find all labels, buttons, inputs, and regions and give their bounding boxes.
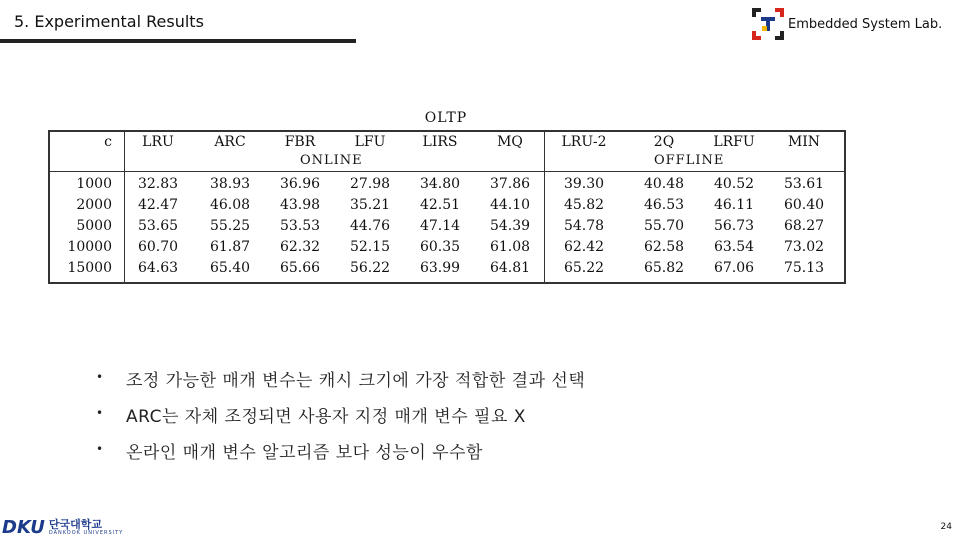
bullet-dot-icon: • — [96, 442, 104, 456]
hit-ratio-cell: 54.39 — [489, 218, 531, 234]
column-header: 2Q — [653, 134, 675, 150]
table-row — [50, 258, 844, 278]
hit-ratio-cell: 44.76 — [349, 218, 391, 234]
hit-ratio-cell: 65.82 — [643, 260, 685, 276]
hit-ratio-cell: 42.47 — [137, 197, 179, 213]
header-divider — [50, 171, 844, 172]
hit-ratio-cell: 75.13 — [783, 260, 825, 276]
title-underline — [0, 39, 356, 43]
cache-size-cell: 15000 — [67, 260, 112, 276]
table-row — [50, 237, 844, 257]
hit-ratio-cell: 56.22 — [349, 260, 391, 276]
column-header: LRFU — [713, 134, 755, 150]
hit-ratio-cell: 63.54 — [713, 239, 755, 255]
hit-ratio-cell: 67.06 — [713, 260, 755, 276]
column-header: MQ — [497, 134, 523, 150]
bullet-dot-icon: • — [96, 406, 104, 420]
hit-ratio-cell: 54.78 — [563, 218, 605, 234]
hit-ratio-cell: 62.58 — [643, 239, 685, 255]
table-row — [50, 174, 844, 194]
online-group-label: ONLINE — [300, 153, 363, 168]
university-name-kr: 단국대학교 — [48, 517, 103, 531]
hit-ratio-cell: 43.98 — [279, 197, 321, 213]
hit-ratio-cell: 46.08 — [209, 197, 251, 213]
university-mark: DKU — [2, 516, 45, 538]
results-table — [48, 110, 844, 282]
hit-ratio-cell: 37.86 — [489, 176, 531, 192]
cache-size-cell: 10000 — [67, 239, 112, 255]
cache-size-cell: 1000 — [76, 176, 112, 192]
hit-ratio-cell: 27.98 — [349, 176, 391, 192]
hit-ratio-cell: 65.40 — [209, 260, 251, 276]
bullet-dot-icon: • — [96, 370, 104, 384]
hit-ratio-cell: 62.32 — [279, 239, 321, 255]
slide-title: 5. Experimental Results — [14, 12, 204, 31]
offline-group-label: OFFLINE — [654, 153, 725, 168]
university-logo — [2, 516, 123, 538]
hit-ratio-cell: 46.53 — [643, 197, 685, 213]
hit-ratio-cell: 40.52 — [713, 176, 755, 192]
hit-ratio-cell: 61.08 — [489, 239, 531, 255]
column-header: LIRS — [422, 134, 458, 150]
column-header: LRU-2 — [561, 134, 607, 150]
hit-ratio-cell: 55.25 — [209, 218, 251, 234]
hit-ratio-cell: 68.27 — [783, 218, 825, 234]
hit-ratio-cell: 60.35 — [419, 239, 461, 255]
hit-ratio-cell: 53.53 — [279, 218, 321, 234]
hit-ratio-cell: 62.42 — [563, 239, 605, 255]
hit-ratio-cell: 44.10 — [489, 197, 531, 213]
hit-ratio-cell: 64.81 — [489, 260, 531, 276]
table-row — [50, 216, 844, 236]
table-header-row — [50, 132, 844, 152]
hit-ratio-cell: 64.63 — [137, 260, 179, 276]
lab-brand — [752, 8, 942, 40]
hit-ratio-cell: 53.61 — [783, 176, 825, 192]
column-header: c — [104, 134, 112, 150]
lab-logo-icon — [752, 8, 784, 40]
hit-ratio-cell: 65.22 — [563, 260, 605, 276]
hit-ratio-cell: 32.83 — [137, 176, 179, 192]
hit-ratio-cell: 56.73 — [713, 218, 755, 234]
hit-ratio-cell: 61.87 — [209, 239, 251, 255]
hit-ratio-cell: 65.66 — [279, 260, 321, 276]
column-header: ARC — [214, 134, 246, 150]
column-header: FBR — [284, 134, 316, 150]
cache-size-cell: 5000 — [76, 218, 112, 234]
column-header: LRU — [142, 134, 174, 150]
hit-ratio-cell: 39.30 — [563, 176, 605, 192]
column-header: MIN — [787, 134, 821, 150]
hit-ratio-cell: 35.21 — [349, 197, 391, 213]
hit-ratio-cell: 47.14 — [419, 218, 461, 234]
hit-ratio-cell: 38.93 — [209, 176, 251, 192]
hit-ratio-cell: 55.70 — [643, 218, 685, 234]
hit-ratio-cell: 36.96 — [279, 176, 321, 192]
university-name-en: DANKOOK UNIVERSITY — [48, 529, 124, 536]
page-number: 24 — [940, 522, 952, 532]
hit-ratio-cell: 45.82 — [563, 197, 605, 213]
table-caption: OLTP — [424, 110, 468, 126]
hit-ratio-cell: 60.70 — [137, 239, 179, 255]
hit-ratio-cell: 53.65 — [137, 218, 179, 234]
hit-ratio-cell: 40.48 — [643, 176, 685, 192]
hit-ratio-cell: 34.80 — [419, 176, 461, 192]
cache-size-cell: 2000 — [76, 197, 112, 213]
hit-ratio-cell: 60.40 — [783, 197, 825, 213]
lab-name: Embedded System Lab. — [788, 16, 943, 32]
hit-ratio-cell: 46.11 — [713, 197, 755, 213]
column-header: LFU — [354, 134, 386, 150]
table-frame — [48, 130, 846, 284]
table-row — [50, 195, 844, 215]
hit-ratio-cell: 52.15 — [349, 239, 391, 255]
hit-ratio-cell: 63.99 — [419, 260, 461, 276]
hit-ratio-cell: 73.02 — [783, 239, 825, 255]
hit-ratio-cell: 42.51 — [419, 197, 461, 213]
